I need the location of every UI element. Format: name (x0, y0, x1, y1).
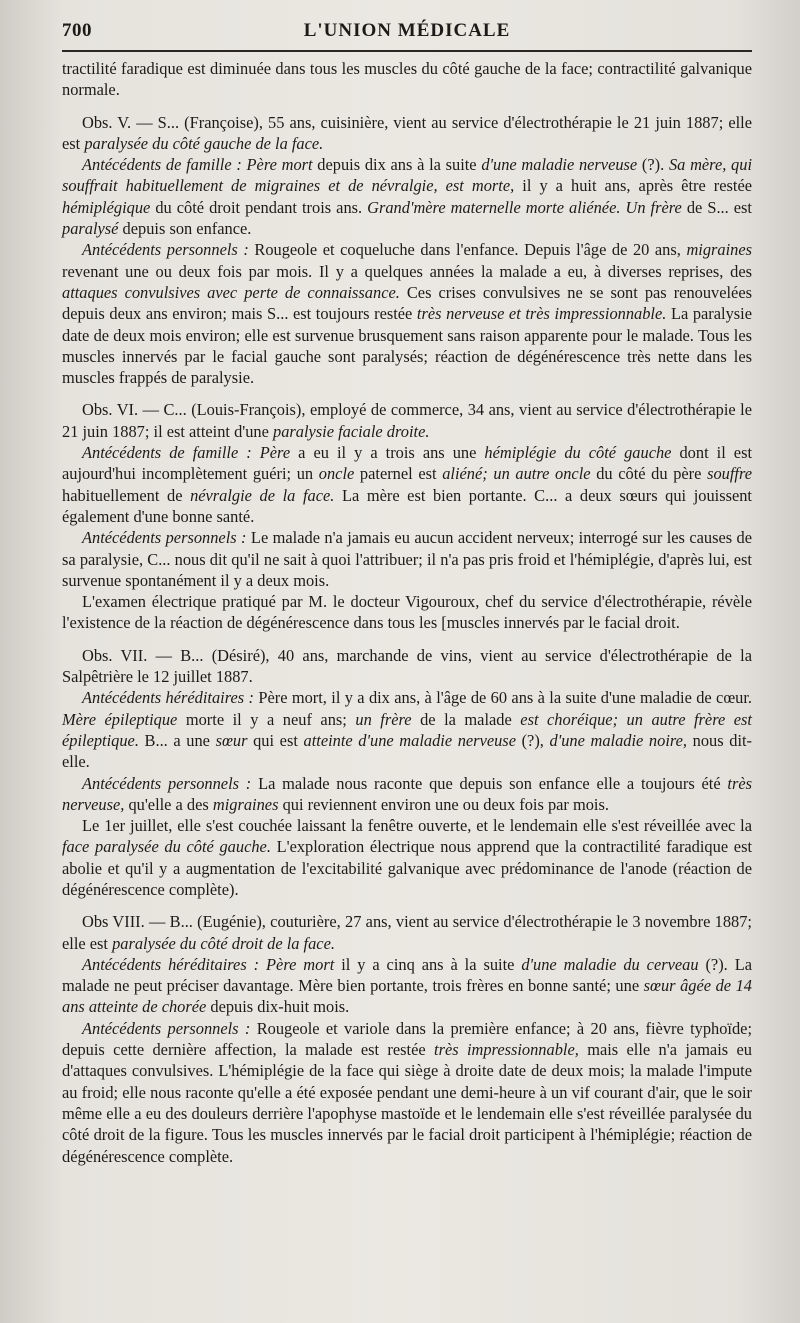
text-run: (?). (637, 155, 669, 175)
paragraph (62, 154, 752, 239)
italic-text: Antécédents héréditaires : (82, 688, 254, 708)
paragraph (62, 954, 752, 1018)
text-run: tractilité faradique est diminuée dans tous les muscles du côté gauche de la face; contractilité galvanique normale. (62, 59, 752, 100)
paragraph (62, 911, 752, 954)
text-run: (?), (515, 730, 550, 750)
page-number: 700 (62, 20, 92, 41)
text-run: Le 1er juillet, elle s'est couchée laissant la fenêtre ouverte, et le lendemain elle s'est réveillée avec la (82, 816, 752, 836)
italic-text: d'une maladie du cerveau (521, 954, 699, 974)
paragraph (62, 399, 752, 442)
paragraph (62, 591, 752, 634)
italic-text: Sa mère, qui souffrait habituellement de migraines et de névralgie, est morte, (62, 155, 752, 196)
text-run: depuis dix ans à la suite (312, 155, 482, 175)
italic-text: Antécédents personnels : (82, 528, 247, 548)
italic-text: atteinte d'une maladie nerveuse (303, 730, 516, 750)
italic-text: Antécédents personnels : (82, 773, 252, 793)
paragraph (62, 1018, 752, 1167)
text-run: paternel est (354, 464, 443, 484)
text-run: de la malade (411, 709, 521, 729)
text-run: La mère est bien portante. C... a deux sœurs qui jouissent également d'une bonne santé. (62, 485, 752, 526)
italic-text: migraines (686, 240, 753, 260)
paragraph (62, 239, 752, 388)
text-run: qui est (247, 730, 304, 750)
text-run: qui reviennent environ une ou deux fois par mois. (278, 794, 609, 814)
italic-text: Antécédents de famille : Père mort (82, 155, 313, 175)
italic-text: souffre (707, 464, 752, 484)
paragraph (62, 773, 752, 816)
paragraph (62, 645, 752, 688)
text-run: Ces crises convulsives ne se sont pas renouvelées depuis deux ans environ; mais S... est toujours restée (62, 282, 752, 324)
italic-text: névralgie de la face. (190, 485, 335, 505)
text-run: mais elle n'a jamais eu d'attaques convulsives. L'hémiplégie de la face qui siège à droite date de deux mois; la malade l'impute au froid; elle nous raconte qu'elle a été exposée pendant une demi-heure à un vif courant d'air, que le soir même elle a eu des douleurs derrière l'apophyse mastoïde et le lendemain elle s'est réveillée paralysée du côté droit de la figure. Tous les muscles innervés par le facial droit participent à l'hémiplégie; réaction de dégénérescence complète. (62, 1040, 752, 1166)
italic-text: un frère (355, 709, 412, 729)
text-run: La malade nous raconte que depuis son enfance elle a toujours été (251, 773, 728, 793)
italic-text: très impressionnable, (434, 1040, 579, 1060)
italic-text: très nerveuse, (62, 773, 752, 814)
text-run: qu'elle a des (124, 794, 213, 814)
italic-text: attaques convulsives avec perte de connaissance. (62, 282, 400, 302)
italic-text: est choréique; un autre frère est épileptique. (62, 709, 752, 750)
text-run: depuis dix-huit mois. (206, 997, 350, 1017)
italic-text: migraines (212, 794, 279, 814)
text-run: a eu il y a trois ans une (290, 443, 485, 463)
italic-text: aliéné; un autre oncle (442, 464, 591, 484)
text-run: nous dit-elle. (62, 730, 753, 772)
text-run: du côté du père (590, 464, 708, 484)
text-run: Rougeole et coqueluche dans l'enfance. Depuis l'âge de 20 ans, (248, 240, 687, 260)
italic-text: hémiplégie du côté gauche (484, 443, 672, 463)
text-run: B... a une (138, 730, 216, 750)
text-run: Rougeole et variole dans la première enfance; à 20 ans, fièvre typhoïde; depuis cette dernière affection, la malade est restée (62, 1018, 752, 1060)
text-run: il y a cinq ans à la suite (334, 954, 522, 974)
text-run: L'exploration électrique nous apprend que la contractilité faradique est abolie et qu'il y a augmentation de l'excitabilité galvanique avec prédominance de l'anode (réaction de dégénérescence complète). (62, 837, 752, 899)
body-text (62, 58, 752, 1167)
italic-text: paralysée du côté droit de la face. (112, 933, 335, 953)
text-run: habituellement de (62, 485, 191, 505)
text-run: Obs. VII. — B... (Désiré), 40 ans, marchande de vins, vient au service d'électrothérapie de la Salpêtrière le 12 juillet 1887. (62, 645, 752, 687)
text-run: dont il est aujourd'hui incomplètement guéri; un (62, 443, 753, 484)
paragraph (62, 687, 752, 772)
running-title: L'UNION MÉDICALE (303, 20, 511, 41)
italic-text: paralysé (62, 219, 119, 239)
paragraph (62, 112, 752, 155)
text-run: (?). La malade ne peut préciser davantage. Mère bien portante, trois frères en bonne santé; une (62, 954, 752, 996)
paragraph (62, 442, 752, 527)
text-run: de S... est (681, 197, 752, 217)
text-run: Obs VIII. — B... (Eugénie), couturière, 27 ans, vient au service d'électrothérapie le 3 novembre 1887; elle est (62, 912, 752, 953)
text-run: il y a huit ans, après être restée (514, 176, 752, 196)
italic-text: paralysée du côté gauche de la face. (84, 133, 324, 153)
italic-text: Antécédents héréditaires : Père mort (82, 954, 335, 974)
italic-text: sœur (215, 730, 248, 750)
italic-text: sœur âgée de 14 ans atteinte de chorée (62, 976, 753, 1017)
text-run: Obs. VI. — C... (Louis-François), employé de commerce, 34 ans, vient au service d'électrothérapie le 21 juin 1887; il est atteint d'une (62, 400, 752, 441)
text-run: du côté droit pendant trois ans. (150, 197, 368, 217)
text-run: depuis son enfance. (118, 219, 252, 239)
paragraph (62, 58, 752, 101)
text-run: revenant une ou deux fois par mois. Il y a quelques années la malade a eu, à diverses reprises, des (62, 261, 752, 281)
italic-text: Antécédents personnels : (82, 1018, 251, 1038)
page-header (62, 18, 752, 48)
italic-text: Grand'mère maternelle morte aliénée. Un frère (367, 197, 682, 217)
text-run: morte il y a neuf ans; (177, 709, 356, 729)
text-run: La paralysie date de deux mois environ; elle est survenue brusquement sans raison apparente pour le malade. Tous les muscles innervés par le facial gauche sont paralysés; réaction de dégénérescence très nette dans les muscles frappés de paralysie. (62, 304, 752, 388)
italic-text: Antécédents personnels : (82, 240, 249, 260)
italic-text: oncle (318, 464, 355, 484)
text-run: Père mort, il y a dix ans, à l'âge de 60 ans à la suite d'une maladie de cœur. (253, 688, 753, 708)
paragraph (62, 815, 752, 900)
paragraph (62, 527, 752, 591)
italic-text: Mère épileptique (62, 709, 178, 729)
italic-text: hémiplégique (62, 197, 151, 217)
italic-text: d'une maladie nerveuse (481, 155, 638, 175)
italic-text: Antécédents de famille : Père (82, 443, 291, 463)
italic-text: face paralysée du côté gauche. (62, 837, 271, 857)
italic-text: paralysie faciale droite. (273, 421, 430, 441)
text-run: Le malade n'a jamais eu aucun accident nerveux; interrogé sur les causes de sa paralysie, C... nous dit qu'il ne sait à quoi l'attribuer; il n'a pas pris froid et l'hémiplégie, d'après lui, est survenue spontanément il y a deux mois. (62, 528, 752, 590)
text-run: Obs. V. — S... (Françoise), 55 ans, cuisinière, vient au service d'électrothérapie le 21 juin 1887; elle est (62, 112, 752, 153)
text-run: L'examen électrique pratiqué par M. le docteur Vigouroux, chef du service d'électrothérapie, révèle l'existence de la réaction de dégénérescence dans tous les [muscles innervés par le facial droit. (62, 592, 752, 633)
italic-text: très nerveuse et très impressionnable. (416, 304, 667, 324)
italic-text: d'une maladie noire, (549, 730, 688, 750)
header-rule (62, 50, 752, 52)
